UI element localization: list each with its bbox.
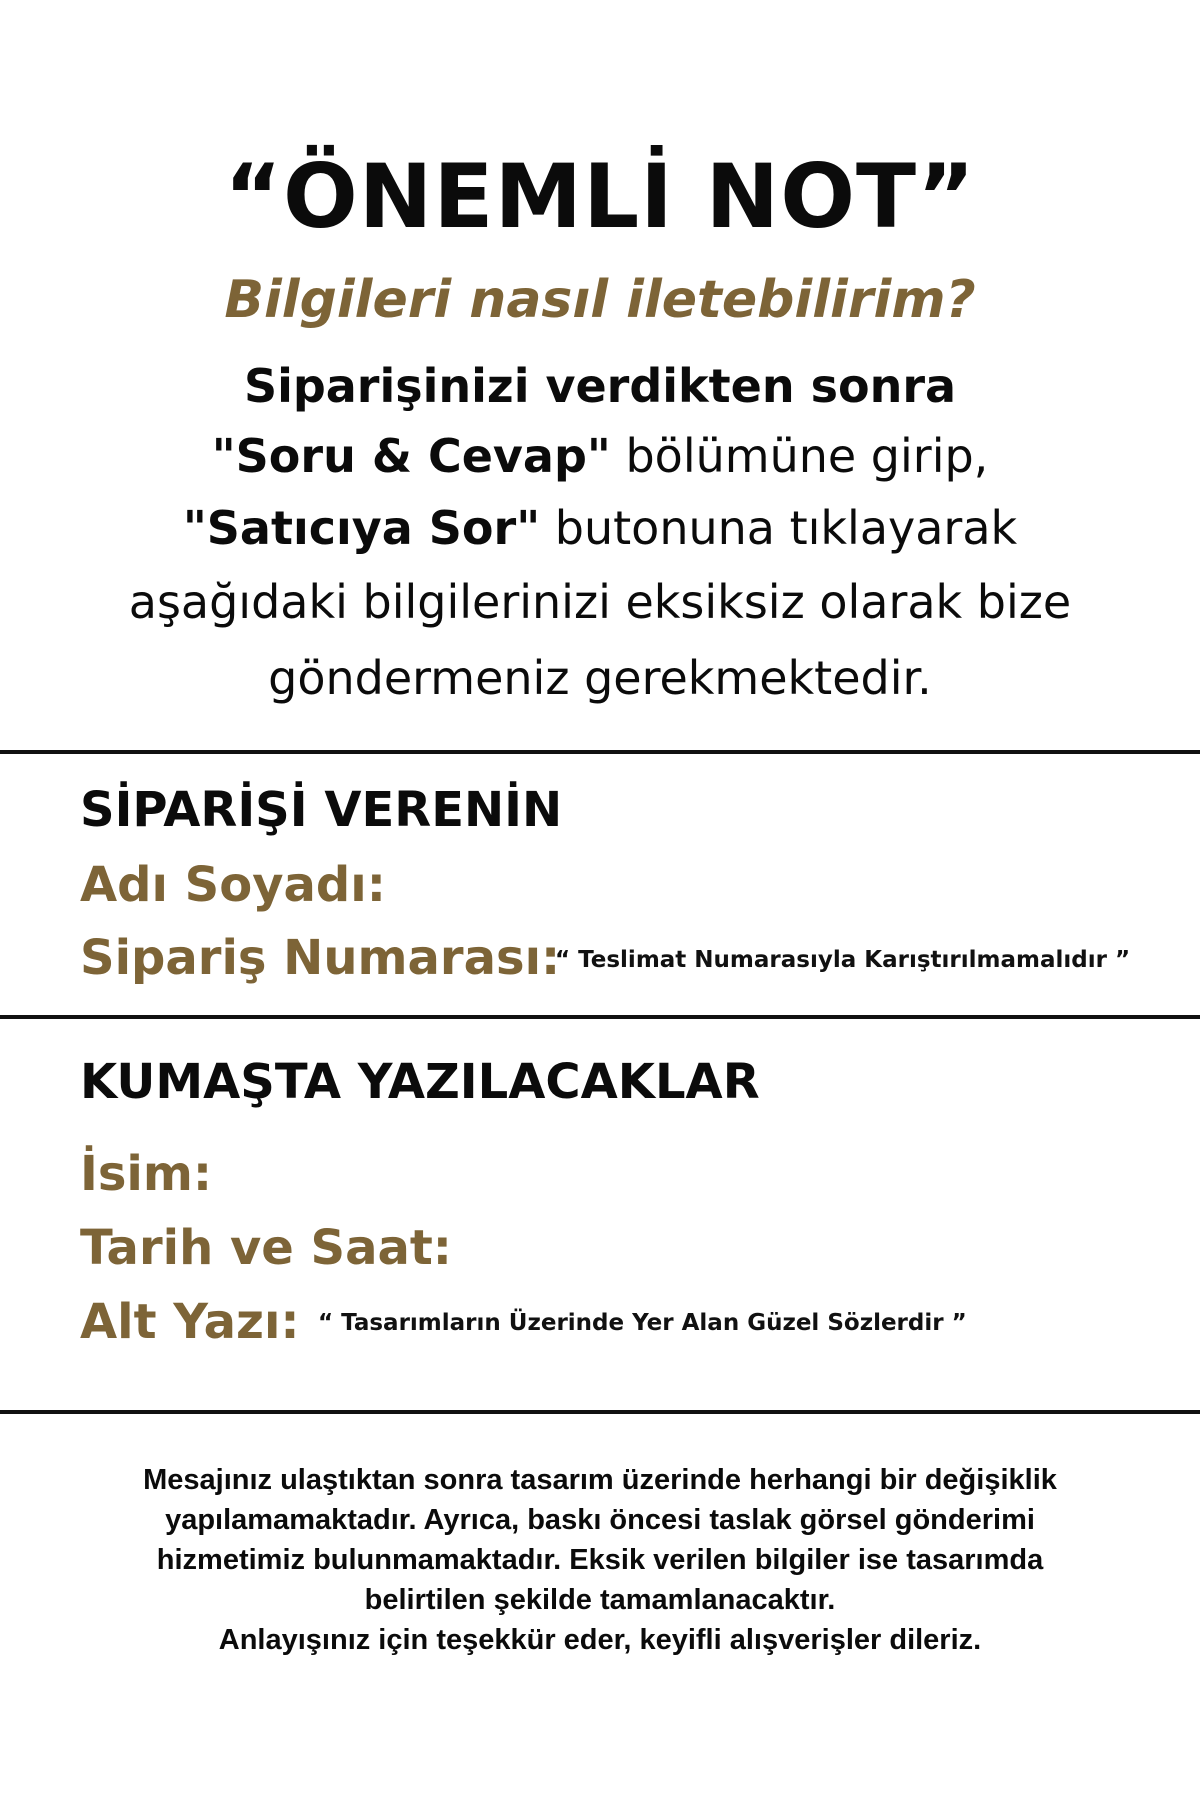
intro-line-4: aşağıdaki bilgilerinizi eksiksiz olarak bize [128, 575, 1072, 629]
section-divider-3 [0, 1410, 1200, 1414]
intro-line-3-bold: "Satıcıya Sor" [182, 501, 541, 555]
footer-line-3: hizmetimiz bulunmamaktadır. Eksik verilen bilgiler ise tasarımda [156, 1544, 1044, 1576]
intro-line-2-rest: bölümüne girip, [610, 429, 989, 483]
intro-line-3-rest: butonuna tıklayarak [540, 501, 1018, 555]
name-label: İsim: [80, 1146, 213, 1202]
section-divider-1 [0, 750, 1200, 754]
footer-line-1: Mesajınız ulaştıktan sonra tasarım üzerinde herhangi bir değişiklik [143, 1464, 1057, 1496]
intro-line-3 [0, 498, 1200, 558]
footer-notice [60, 1460, 1140, 1660]
date-time-label: Tarih ve Saat: [80, 1220, 452, 1276]
footer-line-2: yapılamamaktadır. Ayrıca, baskı öncesi taslak görsel gönderimi [165, 1504, 1035, 1536]
name-surname-label: Adı Soyadı: [80, 857, 386, 913]
caption-note: “ Tasarımların Üzerinde Yer Alan Güzel Sözlerdir ” [318, 1310, 967, 1336]
intro-line-2 [0, 426, 1200, 486]
intro-line-1 [0, 356, 1200, 416]
intro-line-1-text: Siparişinizi verdikten sonra [243, 359, 957, 413]
section-divider-2 [0, 1015, 1200, 1019]
intro-line-2-bold: "Soru & Cevap" [211, 429, 611, 483]
caption-label: Alt Yazı: [80, 1294, 300, 1350]
page-subtitle: Bilgileri nasıl iletebilirim? [224, 270, 976, 330]
order-number-label: Sipariş Numarası: [80, 930, 561, 986]
order-number-note: “ Teslimat Numarasıyla Karıştırılmamalıdır ” [555, 947, 1131, 973]
fabric-heading: KUMAŞTA YAZILACAKLAR [80, 1054, 760, 1110]
footer-line-5: Anlayışınız için teşekkür eder, keyifli alışverişler dileriz. [218, 1624, 982, 1656]
footer-line-4: belirtilen şekilde tamamlanacaktır. [364, 1584, 836, 1616]
intro-line-5: göndermeniz gerekmektedir. [268, 651, 932, 705]
orderer-heading: SİPARİŞİ VERENİN [80, 782, 563, 838]
page-title: “ÖNEMLİ NOT” [224, 145, 976, 248]
